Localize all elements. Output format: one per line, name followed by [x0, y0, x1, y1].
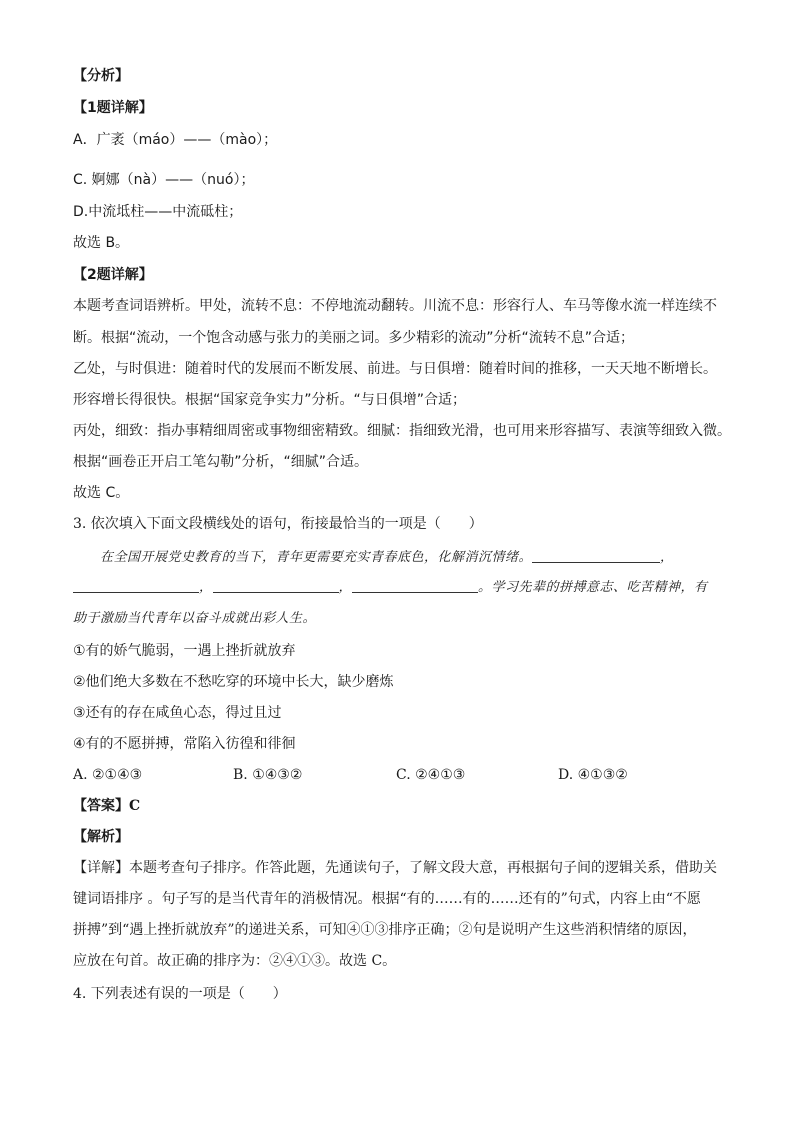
q2-text-line-5: 丙处，细致：指办事精细周密或事物细密精致。细腻：指细致光滑，也可用来形容描写、表演等细致入微。: [73, 423, 731, 439]
q2-text-line-4: 形容增长得很快。根据“国家竞争实力”分析。“与日俱增”合适；: [73, 392, 467, 408]
q3-passage-line-1: [100, 548, 674, 568]
q3-sentence-4: ④有的不愿拼搏，常陷入彷徨和徘徊: [73, 736, 296, 752]
q3-stem: 3. 依次填入下面文段横线处的语句，衔接最恰当的一项是（ ）: [73, 516, 483, 532]
q2-text-line-3: 乙处，与时俱进：随着时代的发展而不断发展、前进。与日俱增：随着时间的推移，一天天地不断增长。: [73, 361, 717, 377]
q3-sentence-1: ①有的娇气脆弱，一遇上挫折就放弃: [73, 643, 296, 659]
q1-answer: 故选 B。: [73, 235, 130, 251]
q2-detail-heading: 【2题详解】: [73, 267, 153, 283]
q3-detail-line-2: 键词语排序 。句子写的是当代青年的消极情况。根据“有的……有的……还有的”句式，内容上由“不愿: [73, 891, 701, 907]
analysis-heading: 【分析】: [73, 68, 129, 84]
q2-answer: 故选 C。: [73, 485, 130, 501]
q1-note-d: D.中流坻柱——中流砥柱；: [73, 204, 243, 220]
blank-1: [532, 548, 660, 563]
q1-note-c: C. 婀娜（nà）——（nuó）；: [73, 172, 255, 188]
blank-4: [352, 578, 478, 593]
option-d: D. ④①③②: [558, 767, 628, 783]
q3-detail-line-3: 拼搏”到“遇上挫折就放弃”的递进关系，可知④①③排序正确；②句是说明产生这些消积情绪的原因，: [73, 922, 697, 938]
q3-passage-line-2: [73, 578, 708, 598]
blank-2: [73, 578, 199, 593]
q3-options: [73, 765, 723, 785]
q1-detail-heading: 【1题详解】: [73, 100, 153, 116]
blank-3: [213, 578, 339, 593]
q1-note-a: A．广袤（máo）——（mào）；: [73, 132, 278, 148]
option-b: B. ①④③②: [233, 767, 303, 783]
option-a: A. ②①④③: [73, 767, 143, 783]
q2-text-line-2: 断。根据“流动，一个饱含动感与张力的美丽之词。多少精彩的流动”分析“流转不息”合适；: [73, 330, 635, 346]
comma: ，: [199, 580, 213, 595]
q3-sentence-2: ②他们绝大多数在不愁吃穿的环境中长大，缺少磨炼: [73, 674, 394, 690]
q2-text-line-6: 根据“画卷正开启工笔勾勒”分析，“细腻”合适。: [73, 454, 369, 470]
q3-passage-line-3: 助于激励当代青年以奋斗成就出彩人生。: [73, 611, 317, 626]
q4-stem: 4. 下列表述有误的一项是（ ）: [73, 986, 287, 1002]
q3-detail-line-1: 【详解】本题考查句子排序。作答此题，先通读句子，了解文段大意，再根据句子间的逻辑关系，借助关: [73, 860, 717, 876]
q3-sentence-3: ③还有的存在咸鱼心态，得过且过: [73, 705, 282, 721]
q3-passage-text-1: 在全国开展党史教育的当下，青年更需要充实青春底色，化解消沉情绪。: [100, 550, 533, 565]
q2-text-line-1: 本题考查词语辨析。甲处，流转不息：不停地流动翻转。川流不息：形容行人、车马等像水流一样连续不: [73, 298, 717, 314]
q3-detail-line-4: 应放在句首。故正确的排序为：②④①③。故选 C。: [73, 953, 397, 969]
comma: ，: [660, 550, 674, 565]
q3-passage-text-2: 。学习先辈的拼搏意志、吃苦精神，有: [478, 580, 708, 595]
option-c: C. ②④①③: [396, 767, 466, 783]
q3-answer: 【答案】C: [73, 798, 141, 814]
q3-analysis-heading: 【解析】: [73, 829, 129, 845]
comma: ，: [338, 580, 353, 595]
